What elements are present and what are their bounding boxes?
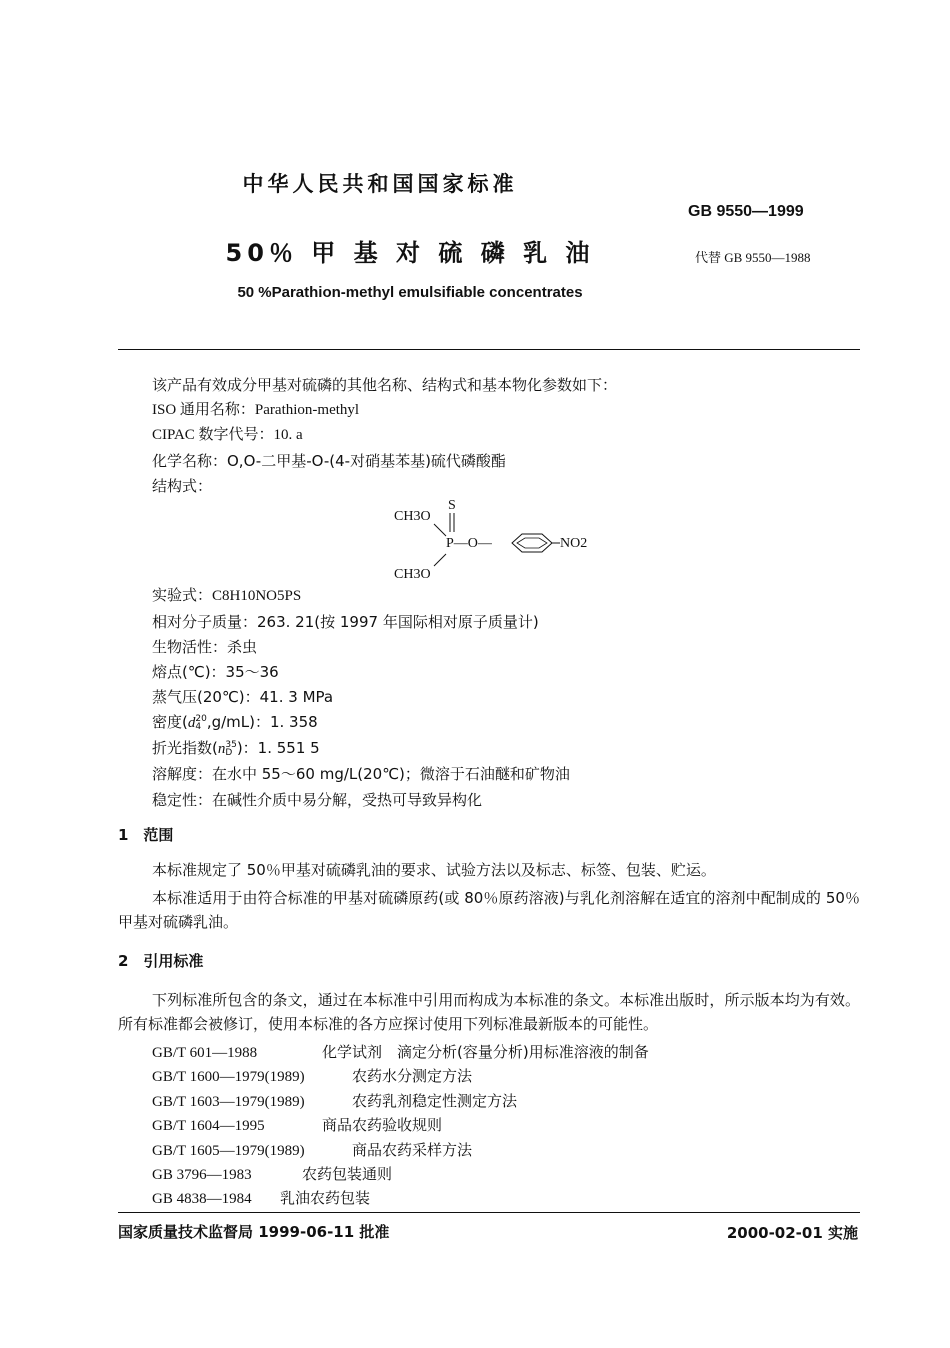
standard-number: GB 9550—1999 — [688, 203, 804, 220]
replaces-note: 代替 GB 9550—1988 — [695, 250, 811, 265]
reference-item — [152, 1187, 370, 1208]
o-p-bond-bottom — [434, 554, 446, 566]
section-1-paragraph-1: 本标准规定了 50％甲基对硫磷乳油的要求、试验方法以及标志、标签、包装、贮运。 — [152, 861, 716, 879]
approval-note: 国家质量技术监督局 1999-06-11 批准 — [118, 1223, 390, 1241]
sulfur-label: S — [448, 498, 456, 513]
reference-item — [152, 1163, 392, 1184]
structure-label: 结构式： — [152, 477, 213, 495]
density — [152, 711, 318, 732]
cipac-code: CIPAC 数字代号：10. a — [152, 427, 303, 443]
section-2-paragraph-1: 下列标准所包含的条文，通过在本标准中引用而构成为本标准的条文。本标准出版时，所示版本均为有效。所有标准都会被修订，使用本标准的各方应探讨使用下列标准最新版本的可能性。 — [118, 991, 860, 1033]
formula-label: 实验式： — [152, 586, 213, 604]
header-divider — [118, 349, 860, 350]
reference-title: 商品农药采样方法 — [352, 1141, 473, 1159]
density-prefix: 密度( — [152, 713, 188, 731]
empirical-formula — [152, 584, 301, 605]
molecular-mass: 相对分子质量：263. 21(按 1997 年国际相对原子质量计) — [152, 613, 539, 631]
reference-title: 农药乳剂稳定性测定方法 — [352, 1092, 518, 1110]
reference-code: GB/T 1603—1979(1989) — [152, 1094, 305, 1110]
formula-value: C8H10NO5PS — [212, 588, 302, 604]
issuing-body: 中华人民共和国国家标准 — [242, 172, 518, 196]
melting-point: 熔点(℃)：35～36 — [152, 663, 279, 681]
section-1-paragraph-2: 本标准适用于由符合标准的甲基对硫磷原药(或 80％原药溶液)与乳化剂溶解在适宜的溶剂中配制成的 50％甲基对硫磷乳油。 — [118, 889, 860, 931]
implementation-date: 2000-02-01 实施 — [726, 1224, 858, 1242]
reference-item — [152, 1041, 649, 1062]
density-sub-super: 20 4 — [195, 713, 207, 732]
reference-title: 化学试剂 滴定分析(容量分析)用标准溶液的制备 — [322, 1043, 649, 1061]
refractive-prefix: 折光指数( — [152, 739, 218, 757]
refractive-symbol: n — [217, 741, 226, 757]
density-suffix: ,g/mL)：1. 358 — [206, 713, 318, 731]
reference-code: GB 3796—1983 — [152, 1167, 252, 1183]
bioactivity: 生物活性：杀虫 — [152, 638, 258, 656]
reference-item — [152, 1065, 472, 1086]
phosphorus-oxygen-chain: P—O— — [446, 536, 492, 551]
reference-title: 乳油农药包装 — [280, 1189, 371, 1207]
refractive-index — [152, 737, 320, 758]
density-symbol: d — [187, 715, 196, 731]
solubility: 溶解度：在水中 55～60 mg/L(20℃)；微溶于石油醚和矿物油 — [152, 765, 570, 783]
reference-item — [152, 1114, 442, 1135]
benzene-inner-ring — [517, 538, 547, 548]
reference-title: 农药包装通则 — [302, 1165, 393, 1183]
o-p-bond-top — [434, 524, 446, 536]
reference-code: GB/T 1604—1995 — [152, 1118, 265, 1134]
methoxy-bottom-label: CH3O — [394, 567, 431, 582]
reference-code: GB/T 1605—1979(1989) — [152, 1143, 305, 1159]
refractive-suffix: )：1. 551 5 — [236, 739, 320, 757]
nitro-label: NO2 — [560, 536, 588, 551]
structural-formula — [390, 496, 610, 584]
reference-title: 农药水分测定方法 — [352, 1067, 473, 1085]
reference-item — [152, 1139, 472, 1160]
document-title: 50％ 甲 基 对 硫 磷 乳 油 — [225, 239, 595, 267]
footer-divider — [118, 1212, 860, 1213]
properties-intro: 该产品有效成分甲基对硫磷的其他名称、结构式和基本物化参数如下： — [152, 376, 618, 394]
reference-code: GB/T 601—1988 — [152, 1045, 258, 1061]
reference-title: 商品农药验收规则 — [322, 1116, 443, 1134]
section-2-heading: 2 引用标准 — [118, 952, 204, 970]
stability: 稳定性：在碱性介质中易分解，受热可导致异构化 — [152, 791, 483, 809]
refractive-sub-super: 35 D — [225, 739, 237, 758]
benzene-ring — [512, 534, 552, 552]
english-title: 50 %Parathion-methyl emulsifiable concentrates — [237, 284, 583, 301]
reference-code: GB 4838—1984 — [152, 1191, 252, 1207]
iso-name: ISO 通用名称：Parathion-methyl — [152, 402, 360, 418]
chemical-name: 化学名称：O,O-二甲基-O-(4-对硝基苯基)硫代磷酸酯 — [152, 452, 506, 470]
section-1-heading: 1 范围 — [118, 826, 174, 844]
methoxy-top-label: CH3O — [394, 509, 431, 524]
reference-code: GB/T 1600—1979(1989) — [152, 1069, 305, 1085]
reference-item — [152, 1090, 517, 1111]
vapor-pressure: 蒸气压(20℃)：41. 3 MPa — [152, 688, 334, 706]
